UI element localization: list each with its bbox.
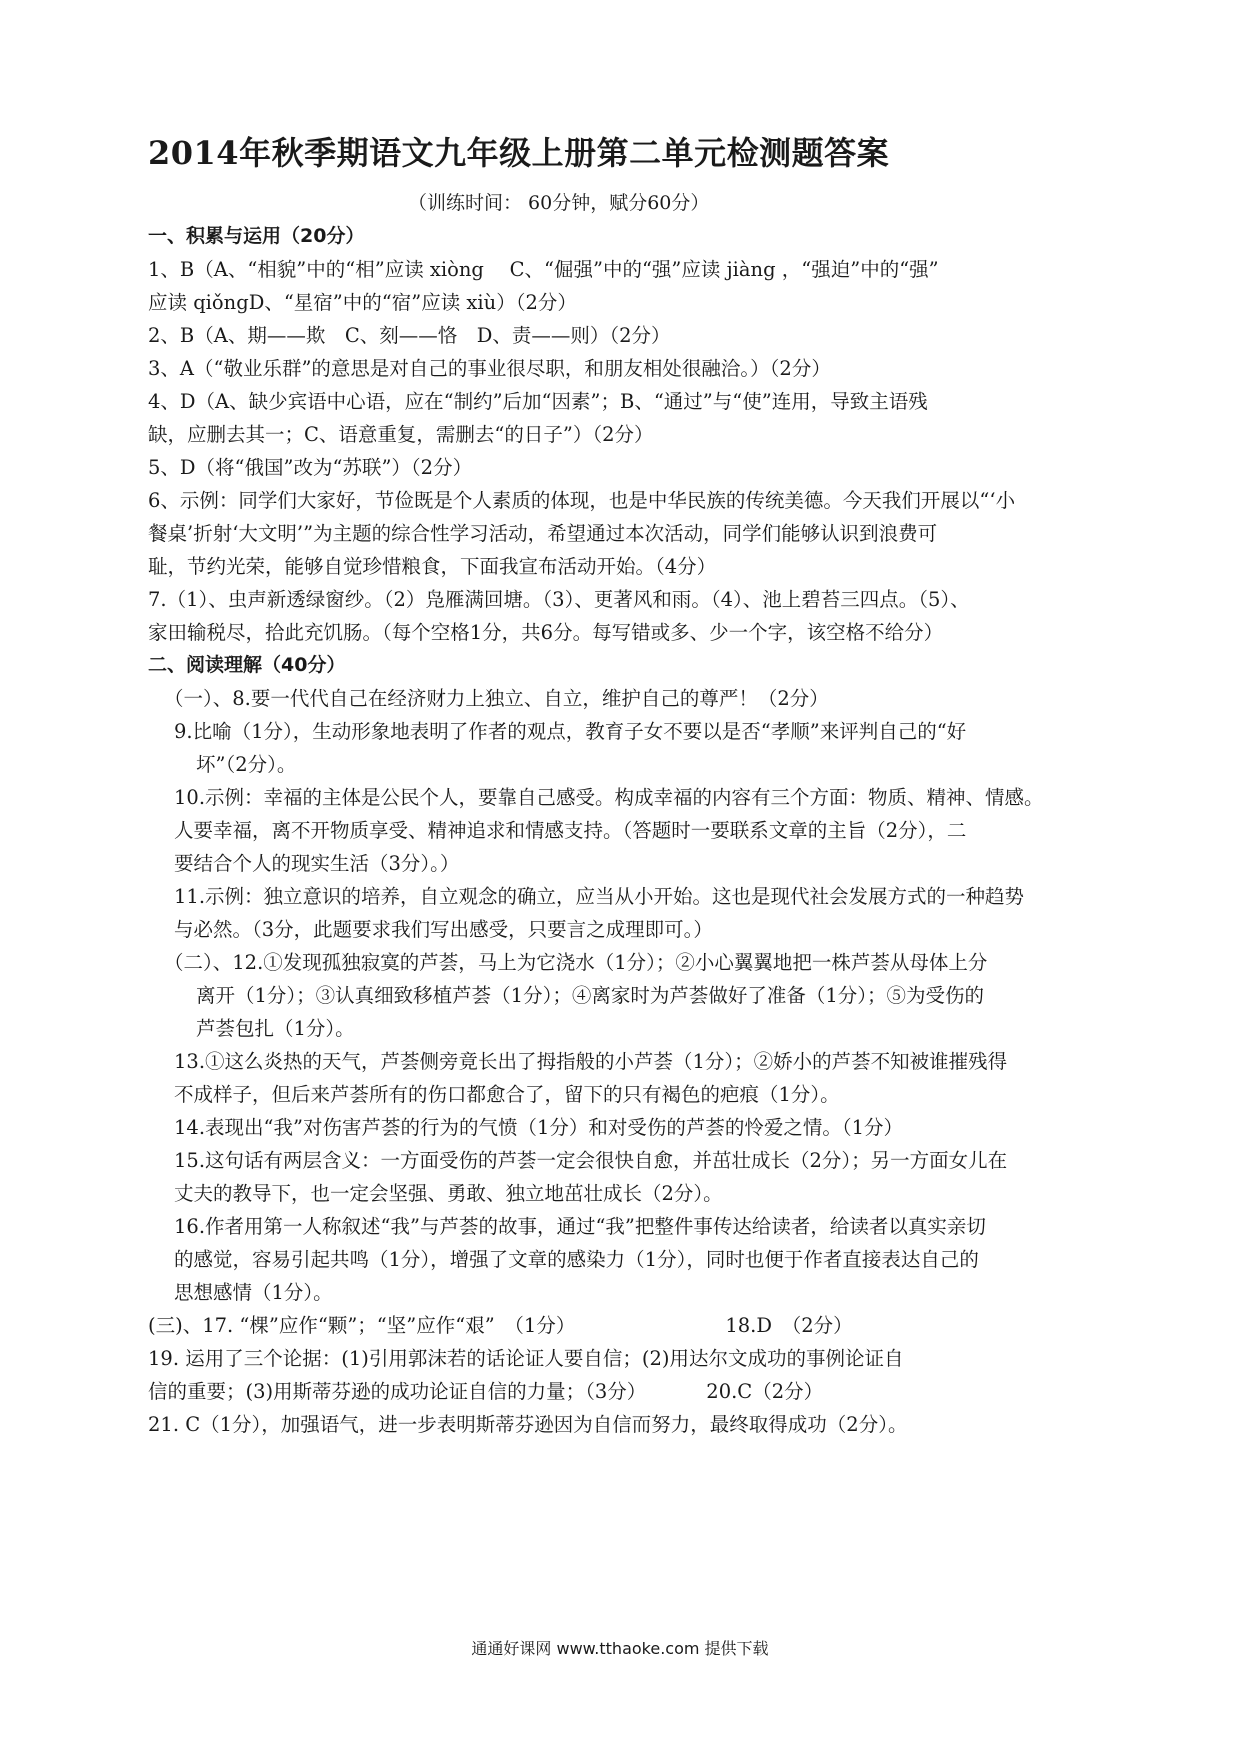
answer-line: 芦荟包扎（1分）。 [196,1017,355,1040]
answer-line: 不成样子，但后来芦荟所有的伤口都愈合了，留下的只有褐色的疤痕（1分）。 [174,1083,840,1106]
answer-line: 耻，节约光荣，能够自觉珍惜粮食，下面我宣布活动开始。（4分） [148,555,717,578]
answer-line: 6、示例：同学们大家好，节俭既是个人素质的体现，也是中华民族的传统美德。今天我们开展以“‘小 [148,489,1016,512]
page-subtitle: （训练时间： 60分钟，赋分60分） [408,192,710,214]
section-heading-reading: 二、阅读理解（40分） [148,654,346,676]
answer-line: 人要幸福，离不开物质享受、精神追求和情感支持。（答题时一要联系文章的主旨（2分），二 [174,819,967,842]
footer-download-note: 通通好课网 www.tthaoke.com 提供下载 [471,1639,769,1658]
answer-line: 4、D（A、缺少宾语中心语，应在“制约”后加“因素”；B、“通过”与“使”连用，导致主语残 [148,390,928,413]
answer-line: 的感觉，容易引起共鸣（1分），增强了文章的感染力（1分），同时也便于作者直接表达自己的 [174,1248,979,1271]
answer-q18: 18.D （2分） [725,1314,853,1337]
answer-line: 应读 qiǒngD、“星宿”中的“宿”应读 xiù）（2分） [148,291,577,314]
answer-line: 13.①这么炎热的天气，芦荟侧旁竟长出了拇指般的小芦荟（1分）；②娇小的芦荟不知被谁摧残得 [174,1050,1008,1073]
answer-q20: 20.C（2分） [706,1380,824,1403]
answer-line: 9.比喻（1分），生动形象地表明了作者的观点，教育子女不要以是否“孝顺”来评判自己的“好 [174,720,967,743]
answer-line: （一）、8.要一代代自己在经济财力上独立、自立，维护自己的尊严！（2分） [164,687,829,710]
answer-line: 19. 运用了三个论据：(1)引用郭沫若的话论证人要自信；(2)用达尔文成功的事例论证自 [148,1347,904,1370]
answer-line: 11.示例：独立意识的培养，自立观念的确立，应当从小开始。这也是现代社会发展方式的一种趋势 [174,885,1025,908]
answer-line: 21. C（1分），加强语气，进一步表明斯蒂芬逊因为自信而努力，最终取得成功（2分）。 [148,1413,908,1436]
answer-line: 家田输税尽，拾此充饥肠。（每个空格1分，共6分。每写错或多、少一个字，该空格不给分） [148,621,944,644]
answer-q19-continued: 信的重要；(3)用斯蒂芬逊的成功论证自信的力量；（3分） [148,1380,647,1403]
answer-line: 2、B（A、期——欺 C、刻——恪 D、责——则）（2分） [148,324,671,347]
answer-line: 与必然。（3分，此题要求我们写出感受，只要言之成理即可。） [174,918,713,941]
answer-line: 14.表现出“我”对伤害芦荟的行为的气愤（1分）和对受伤的芦荟的怜爱之情。（1分） [174,1116,904,1139]
answer-line: 5、D（将“俄国”改为“苏联”）（2分） [148,456,473,479]
answer-line: 3、A（“敬业乐群”的意思是对自己的事业很尽职，和朋友相处很融洽。）（2分） [148,357,831,380]
answer-line: 丈夫的教导下，也一定会坚强、勇敢、独立地茁壮成长（2分）。 [174,1182,723,1205]
answer-line: 离开（1分）；③认真细致移植芦荟（1分）；④离家时为芦荟做好了准备（1分）；⑤为受伤的 [196,984,984,1007]
answer-line: 缺，应删去其一；C、语意重复，需删去“的日子”）（2分） [148,423,654,446]
answer-line: 15.这句话有两层含义：一方面受伤的芦荟一定会很快自愈，并茁壮成长（2分）；另一方面女儿在 [174,1149,1008,1172]
page-title: 2014年秋季期语文九年级上册第二单元检测题答案 [148,134,890,172]
answer-content [148,220,1098,1441]
answer-line: 7.（1）、虫声新透绿窗纱。（2）凫雁满回塘。（3）、更著风和雨。（4）、池上碧苔三四点。（5）、 [148,588,970,611]
section-heading-accumulation: 一、积累与运用（20分） [148,225,365,247]
answer-line [148,1375,1098,1408]
answer-q17: (三)、17. “棵”应作“颗”；“坚”应作“艰” （1分） [148,1314,576,1337]
answer-line [148,1309,1098,1342]
answer-line: 思想感情（1分）。 [174,1281,333,1304]
answer-line: 餐桌’折射‘大文明’”为主题的综合性学习活动，希望通过本次活动，同学们能够认识到浪费可 [148,522,938,545]
answer-line: 16.作者用第一人称叙述“我”与芦荟的故事，通过“我”把整件事传达给读者，给读者以真实亲切 [174,1215,986,1238]
answer-line: 坏”（2分）。 [196,753,297,776]
answer-line: 要结合个人的现实生活（3分）。） [174,852,460,875]
answer-line: 10.示例：幸福的主体是公民个人，要靠自己感受。构成幸福的内容有三个方面：物质、精神、情感。 [174,786,1044,809]
answer-line: （二）、12.①发现孤独寂寞的芦荟，马上为它浇水（1分）；②小心翼翼地把一株芦荟从母体上分 [164,951,988,974]
answer-line: 1、B（A、“相貌”中的“相”应读 xiòng C、“倔强”中的“强”应读 jiàng ，“强迫”中的“强” [148,258,939,281]
